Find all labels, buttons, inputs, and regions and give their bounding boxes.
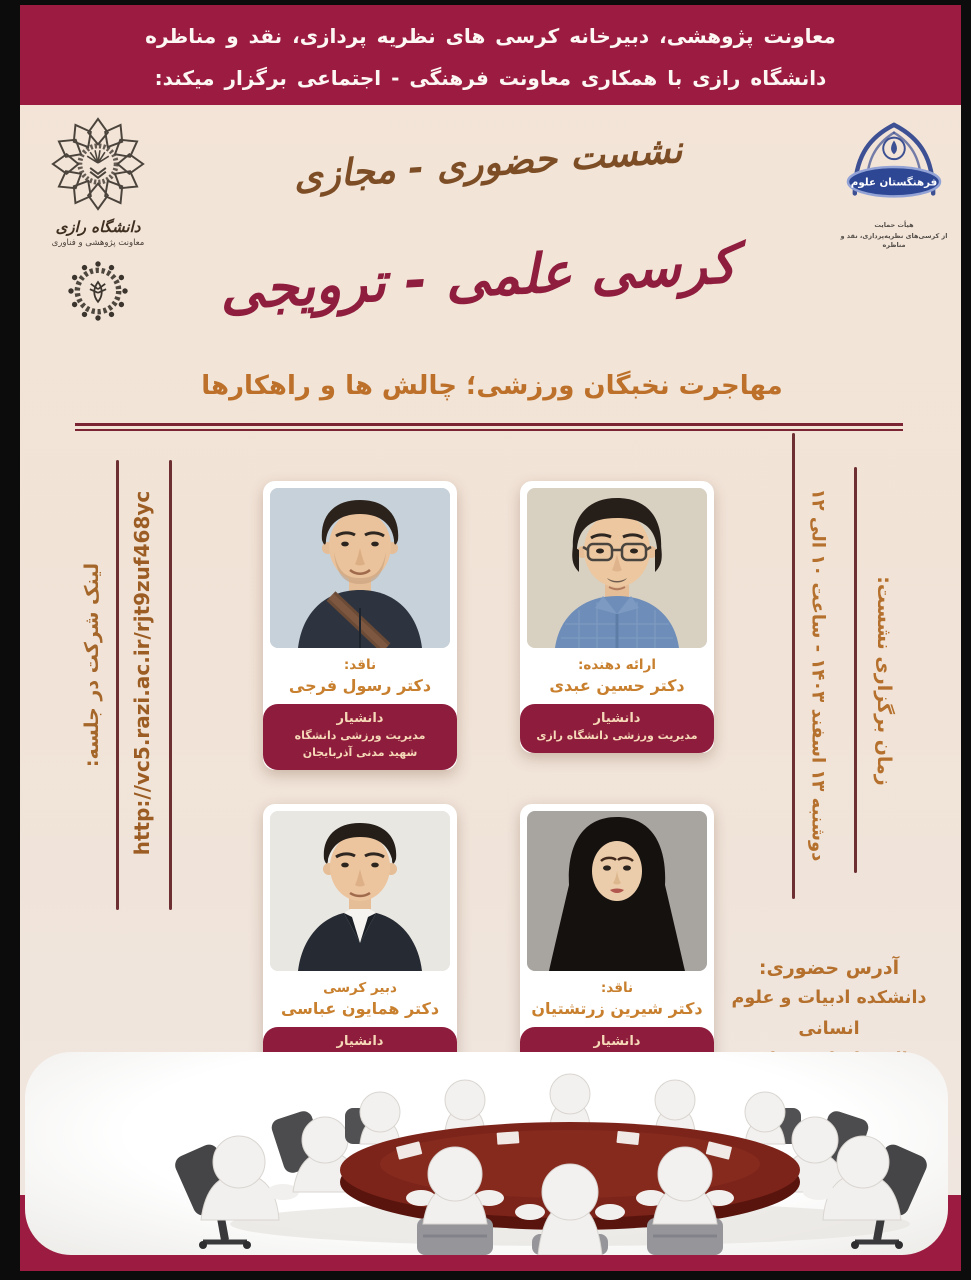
razi-deputy-label: معاونت پژوهشی و فناوری — [51, 238, 145, 248]
divider-line — [75, 423, 903, 431]
vertical-rule-right-2 — [854, 467, 857, 873]
speaker-card-abdi — [520, 481, 714, 753]
razi-university-name: دانشگاه رازی — [55, 218, 141, 236]
science-academy-logo — [831, 119, 957, 250]
vertical-rule-left-1 — [116, 460, 119, 910]
razi-university-emblem-icon — [47, 113, 149, 215]
meeting-illustration-icon — [25, 1052, 948, 1255]
speaker-cards — [263, 481, 714, 1076]
person-name: دکتر رسول فرجی — [288, 676, 432, 695]
freethinking-circle-emblem-icon — [62, 255, 134, 327]
affiliation-line-1: مدیریت ورزشی دانشگاه — [294, 729, 426, 742]
portrait-photo-abdi — [527, 488, 707, 648]
affiliation-line-2: شهید مدنی آذربایجان — [302, 746, 418, 759]
meeting-link-label: لینک شرکت در جلسه: — [81, 562, 103, 768]
speaker-card-abbasi — [263, 804, 457, 1076]
person-name: دکتر همایون عباسی — [280, 999, 440, 1018]
session-type-title: نشست حضوری - مجازی — [292, 127, 684, 199]
meeting-illustration-panel — [25, 1052, 948, 1255]
header-line-2: دانشگاه رازی با همکاری معاونت فرهنگی - اجتماعی برگزار میکند: — [154, 66, 827, 90]
academy-caption-1: هیأت حمایت — [874, 221, 914, 229]
science-academy-emblem-icon — [833, 119, 955, 215]
vertical-rule-left-2 — [169, 460, 172, 910]
portrait-zartoshtian-icon — [527, 811, 707, 971]
role-label: دبیر کرسی — [323, 980, 397, 996]
poster — [20, 5, 961, 1271]
vertical-rule-right-1 — [792, 433, 795, 899]
left-logo-column — [32, 113, 164, 327]
rank-badge — [263, 704, 457, 770]
portrait-photo-faraji — [270, 488, 450, 648]
header-band — [20, 5, 961, 105]
meeting-link-url[interactable]: http://vc5.razi.ac.ir/rjt9zuf468yc — [130, 490, 154, 856]
portrait-photo-zartoshtian — [527, 811, 707, 971]
academy-caption-2: از کرسی‌های نظریه‌پردازی، نقد و مناظره — [840, 232, 948, 249]
speaker-card-zartoshtian — [520, 804, 714, 1076]
portrait-abdi-icon — [527, 488, 707, 648]
main-title: کرسی علمی - ترویجی — [218, 232, 738, 322]
person-name: دکتر حسین عبدی — [549, 676, 685, 695]
rank-label: دانشیار — [336, 1034, 384, 1049]
speaker-card-faraji — [263, 481, 457, 770]
address-label: آدرس حضوری: — [758, 957, 900, 979]
person-name: دکتر شیرین زرتشتیان — [531, 999, 703, 1018]
rank-label: دانشیار — [336, 711, 384, 726]
portrait-faraji-icon — [270, 488, 450, 648]
role-label: ناقد: — [600, 980, 634, 996]
affiliation-line-1: مدیریت ورزشی دانشگاه رازی — [536, 729, 698, 742]
portrait-photo-abbasi — [270, 811, 450, 971]
address-line-1: دانشکده ادبیات و علوم انسانی — [731, 988, 927, 1039]
rank-badge — [520, 704, 714, 753]
header-line-1: معاونت پژوهشی، دبیرخانه کرسی های نظریه پردازی، نقد و مناظره — [145, 24, 836, 48]
role-label: ارائه دهنده: — [578, 657, 656, 673]
role-label: ناقد: — [343, 657, 377, 673]
rank-label: دانشیار — [593, 1034, 641, 1049]
topic-title: مهاجرت نخبگان ورزشی؛ چالش ها و راهکارها — [201, 371, 783, 401]
schedule-label: زمان برگزاری نشست: — [873, 576, 895, 786]
rank-label: دانشیار — [593, 711, 641, 726]
schedule-datetime: دوشنبه ۱۳ اسفند ۱۴۰۳ - ساعت ۱۰ الی ۱۲ — [807, 488, 829, 862]
portrait-abbasi-icon — [270, 811, 450, 971]
academy-name-label: فرهنگستان علوم — [850, 176, 938, 189]
